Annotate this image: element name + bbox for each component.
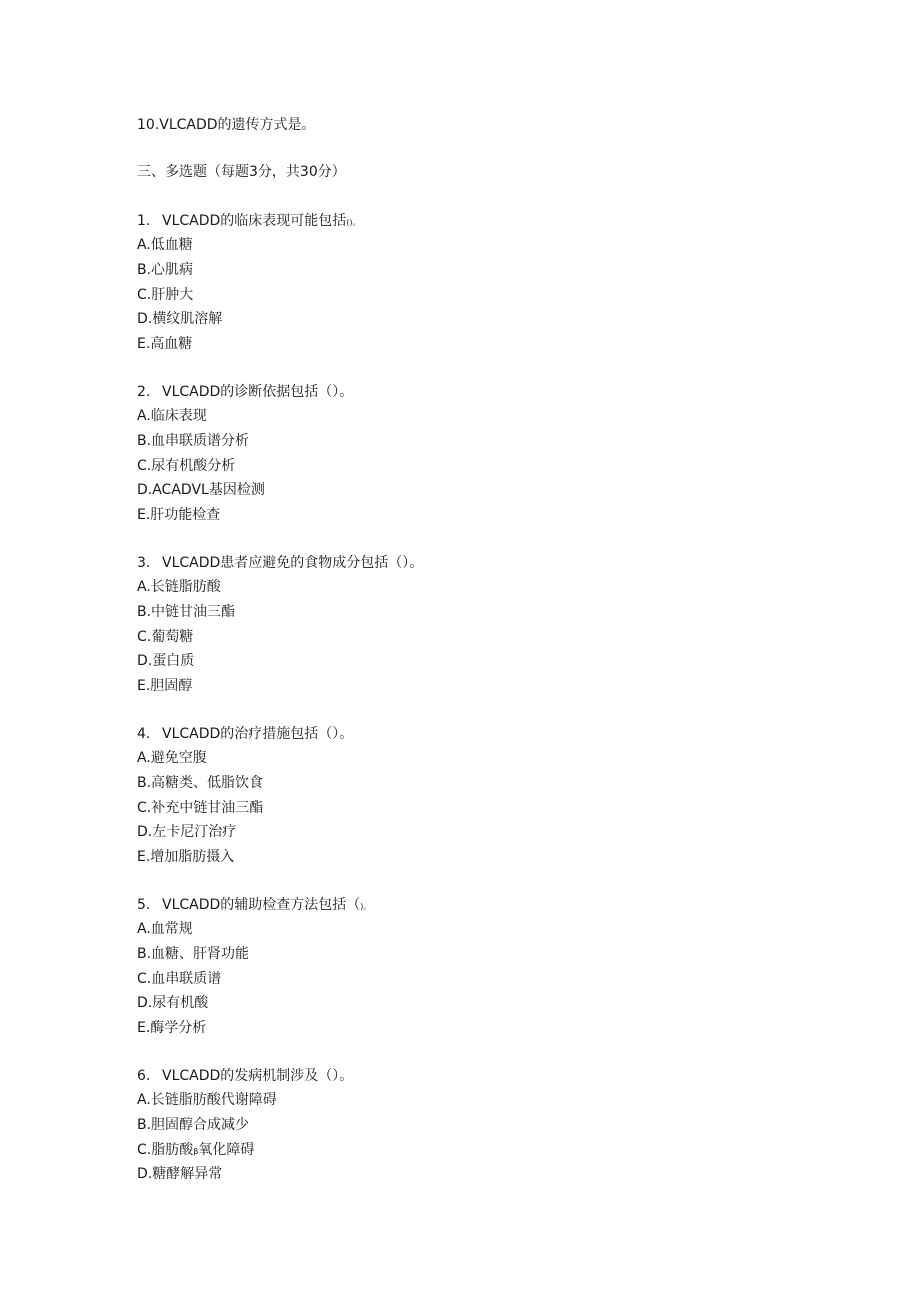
beta-symbol: β (193, 1147, 199, 1156)
option-b: B.心肌病 (137, 262, 194, 278)
option-c (137, 1140, 254, 1162)
option-d: D.蛋白质 (137, 653, 195, 669)
question-stem (137, 553, 423, 573)
question-suffix: ()。 (346, 218, 361, 227)
question-number: 1. (137, 213, 151, 229)
option-e: E.肝功能检查 (137, 507, 221, 523)
option-e: E.酶学分析 (137, 1020, 207, 1036)
question-text: VLCADD的治疗措施包括（）。 (162, 726, 354, 742)
option-e: E.增加脂肪摄入 (137, 849, 235, 865)
question-number: 4. (137, 726, 151, 742)
option-a: A.临床表现 (137, 408, 207, 424)
question-text: VLCADD的临床表现可能包括 (162, 213, 347, 229)
option-c: C.血串联质谱 (137, 971, 222, 987)
option-a: A.低血糖 (137, 237, 193, 253)
option-c: C.肝肿大 (137, 287, 194, 303)
option-a: A.长链脂肪酸代谢障碍 (137, 1092, 277, 1108)
question-text: VLCADD的诊断依据包括（）。 (162, 384, 354, 400)
option-c-text-end: 氧化障碍 (198, 1142, 255, 1158)
question-number: 5. (137, 897, 151, 913)
option-b: B.血串联质谱分析 (137, 433, 250, 449)
question-number: 2. (137, 384, 151, 400)
option-d: D.左卡尼汀治疗 (137, 824, 237, 840)
option-c: C.补充中链甘油三酯 (137, 800, 264, 816)
option-b: B.血糖、肝肾功能 (137, 946, 250, 962)
question-stem (137, 1066, 353, 1086)
option-a: A.血常规 (137, 921, 193, 937)
fill-in-question-10: 10.VLCADD的遗传方式是。 (137, 117, 316, 133)
option-d: D.横纹肌溶解 (137, 311, 223, 327)
option-d: D.糖酵解异常 (137, 1166, 223, 1182)
question-suffix: )。 (360, 902, 372, 911)
option-c: C.葡萄糖 (137, 629, 194, 645)
option-b: B.高糖类、低脂饮食 (137, 775, 264, 791)
option-c-text: C.脂肪酸 (137, 1142, 194, 1158)
question-number: 6. (137, 1068, 151, 1084)
option-e: E.高血糖 (137, 336, 193, 352)
question-text: VLCADD的辅助检查方法包括（ (162, 897, 361, 913)
section-title: 三、多选题（每题3分，共30分） (137, 164, 346, 180)
question-stem (137, 382, 353, 402)
question-stem (137, 895, 371, 917)
option-a: A.长链脂肪酸 (137, 579, 221, 595)
question-stem (137, 724, 353, 744)
option-d: D.尿有机酸 (137, 995, 209, 1011)
option-b: B.中链甘油三酯 (137, 604, 236, 620)
option-c: C.尿有机酸分析 (137, 458, 236, 474)
question-stem (137, 211, 361, 233)
option-e: E.胆固醇 (137, 678, 193, 694)
question-number: 3. (137, 555, 151, 571)
option-a: A.避免空腹 (137, 750, 207, 766)
option-b: B.胆固醇合成减少 (137, 1117, 250, 1133)
question-text: VLCADD患者应避免的食物成分包括（）。 (162, 555, 424, 571)
question-text: VLCADD的发病机制涉及（）。 (162, 1068, 354, 1084)
option-d: D.ACADVL基因检测 (137, 482, 265, 498)
